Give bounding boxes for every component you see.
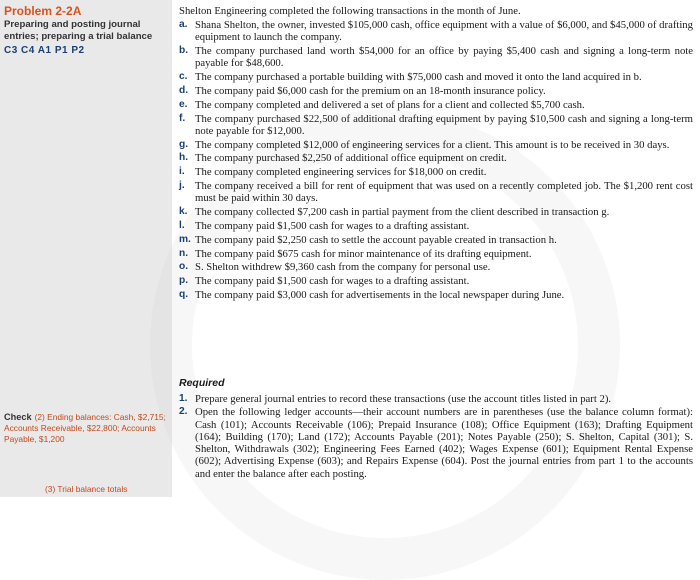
item-letter: c. bbox=[179, 71, 188, 83]
transaction-item bbox=[179, 248, 693, 260]
item-letter: h. bbox=[179, 152, 189, 164]
item-text: The company purchased $22,500 of additional drafting equipment by paying $10,500 cash and signing a long-term note payable for $12,000. bbox=[195, 112, 693, 137]
item-letter: i. bbox=[179, 166, 185, 178]
problem-sidebar bbox=[0, 0, 172, 497]
transaction-item bbox=[179, 85, 693, 97]
item-text: The company purchased a portable building with $75,000 cash and moved it onto the land acquired in b. bbox=[195, 71, 642, 84]
transaction-item bbox=[179, 234, 693, 246]
item-text: The company purchased land worth $54,000 for an office by paying $5,400 cash and signing a long-term note payable for $48,600. bbox=[195, 45, 693, 70]
transaction-item bbox=[179, 289, 693, 301]
transaction-item bbox=[179, 206, 693, 218]
transaction-item bbox=[179, 275, 693, 287]
check-figures bbox=[4, 412, 172, 445]
item-text: The company paid $1,500 cash for wages to a drafting assistant. bbox=[195, 219, 470, 232]
transaction-item bbox=[179, 180, 693, 205]
item-text: The company paid $2,250 cash to settle the account payable created in transaction h. bbox=[195, 233, 557, 246]
check-label: Check bbox=[4, 412, 32, 422]
transaction-item bbox=[179, 71, 693, 83]
item-letter: l. bbox=[179, 219, 185, 231]
item-text: The company completed and delivered a set of plans for a client and collected $5,700 cash. bbox=[195, 98, 585, 111]
item-text: The company paid $1,500 cash for wages to a drafting assistant. bbox=[195, 275, 470, 288]
item-letter: j. bbox=[179, 180, 185, 192]
requirement-item bbox=[179, 393, 693, 405]
transaction-item bbox=[179, 166, 693, 178]
required-heading: Required bbox=[179, 377, 225, 389]
item-letter: g. bbox=[179, 138, 189, 150]
item-text: The company purchased $2,250 of additional office equipment on credit. bbox=[195, 152, 507, 165]
transaction-item bbox=[179, 113, 693, 138]
requirement-number: 2. bbox=[179, 406, 188, 418]
transaction-item bbox=[179, 261, 693, 273]
item-letter: d. bbox=[179, 84, 189, 96]
transaction-item bbox=[179, 45, 693, 70]
item-letter: o. bbox=[179, 261, 189, 273]
item-letter: m. bbox=[179, 233, 191, 245]
item-letter: n. bbox=[179, 247, 189, 259]
transaction-item bbox=[179, 99, 693, 111]
item-text: The company paid $3,000 cash for advertisements in the local newspaper during June. bbox=[195, 288, 565, 301]
transaction-list bbox=[179, 19, 693, 303]
requirements-list bbox=[179, 393, 693, 481]
transaction-item bbox=[179, 220, 693, 232]
problem-subtitle: Preparing and posting journal entries; preparing a trial balance bbox=[4, 19, 153, 42]
trial-balance-note: (3) Trial balance totals bbox=[45, 484, 128, 494]
item-letter: p. bbox=[179, 275, 189, 287]
transaction-item bbox=[179, 19, 693, 44]
item-text: The company paid $675 cash for minor maintenance of its drafting equipment. bbox=[195, 247, 532, 260]
transaction-item bbox=[179, 152, 693, 164]
problem-intro: Shelton Engineering completed the following transactions in the month of June. bbox=[179, 5, 521, 17]
item-letter: b. bbox=[179, 45, 189, 57]
requirement-number: 1. bbox=[179, 393, 188, 404]
requirement-text: Prepare general journal entries to record these transactions (use the account titles listed in part 2). bbox=[195, 393, 612, 405]
item-letter: a. bbox=[179, 19, 188, 30]
learning-objective-codes: C3 C4 A1 P1 P2 bbox=[4, 45, 85, 56]
item-letter: q. bbox=[179, 288, 189, 300]
item-letter: f. bbox=[179, 112, 186, 124]
problem-title: Problem 2-2A bbox=[4, 4, 82, 18]
transaction-item bbox=[179, 139, 693, 151]
item-text: The company completed engineering services for $18,000 on credit. bbox=[195, 166, 487, 179]
requirement-item bbox=[179, 406, 693, 480]
item-text: The company paid $6,000 cash for the premium on an 18-month insurance policy. bbox=[195, 84, 546, 97]
item-letter: e. bbox=[179, 98, 188, 110]
check-text: (2) Ending balances: Cash, $2,715; Accounts Receivable, $22,800; Accounts Payable, $1,200 bbox=[4, 412, 166, 444]
item-letter: k. bbox=[179, 206, 188, 218]
item-text: Shana Shelton, the owner, invested $105,000 cash, office equipment with a value of $6,000, and $45,000 of drafting equipment to launch the company. bbox=[195, 19, 693, 44]
item-text: S. Shelton withdrew $9,360 cash from the company for personal use. bbox=[195, 261, 491, 274]
item-text: The company completed $12,000 of engineering services for a client. This amount is to be received in 30 days. bbox=[195, 138, 670, 151]
requirement-text: Open the following ledger accounts—their account numbers are in parentheses (use the balance column format): Cash (101); Accounts Receivable (106); Prepaid Insurance (108); Office Equipment (163); Drafting Equipment (164); Building (170); Land (172); Accounts Payable (201); Notes Payable (250); S. Shelton, Capital (301); S. Shelton, Withdrawals (302); Engineering Fees Earned (402); Wages Expense (601); Equipment Rental Expense (602); Advertising Expense (603); and Repairs Expense (604). Post the journal entries from part 1 to the accounts and enter the balance after each posting. bbox=[195, 406, 693, 480]
item-text: The company collected $7,200 cash in partial payment from the client described in transaction g. bbox=[195, 206, 610, 219]
item-text: The company received a bill for rent of equipment that was used on a recently completed job. The $1,200 rent cost must be paid within 30 days. bbox=[195, 180, 693, 205]
